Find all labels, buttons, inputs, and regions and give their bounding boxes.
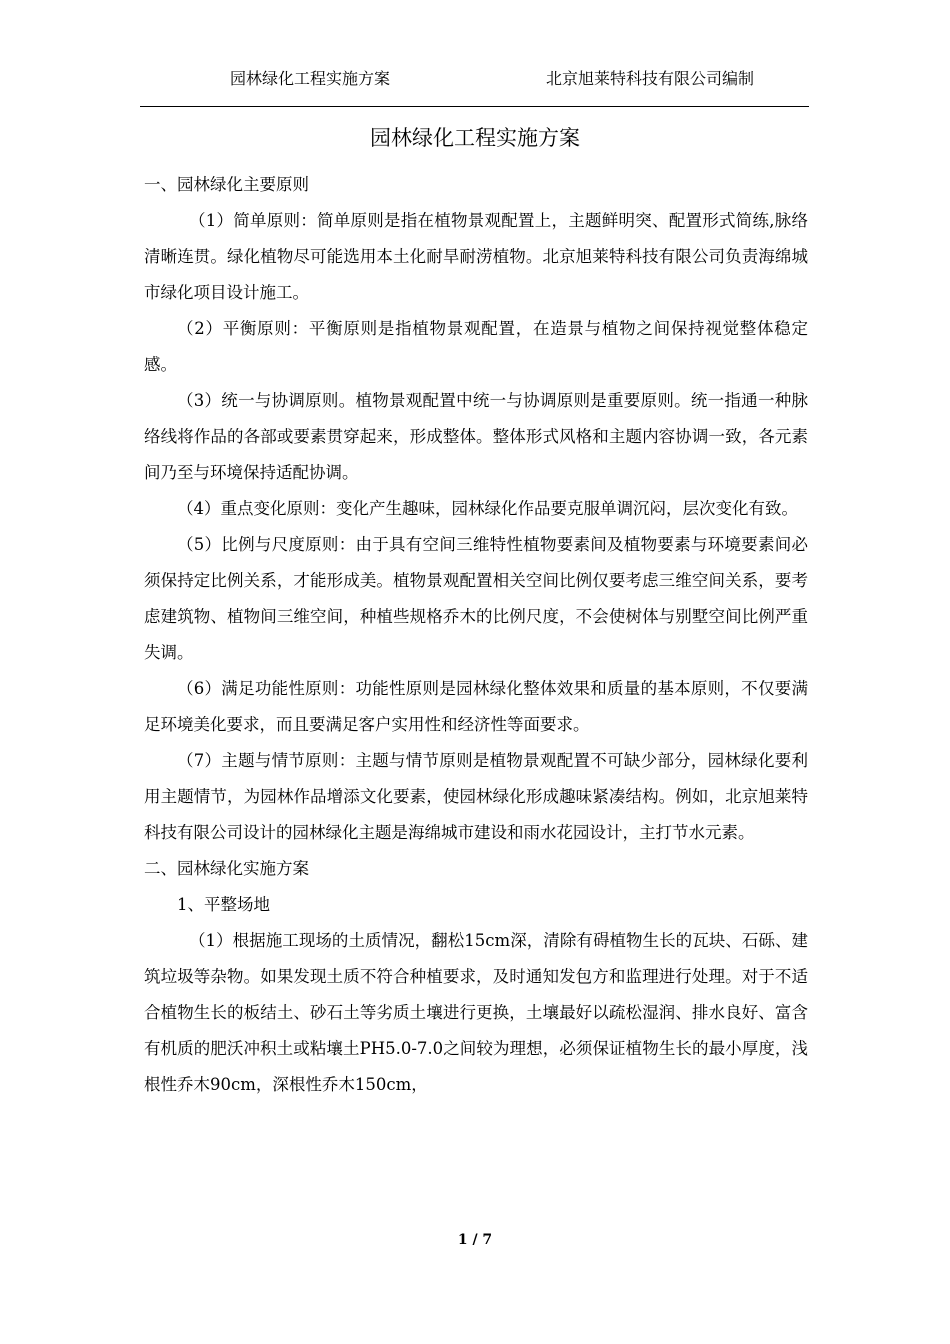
subsection-heading-1: 1、平整场地 — [177, 895, 270, 914]
header-right-company: 北京旭莱特科技有限公司编制 — [546, 69, 755, 88]
page-number: 1 / 7 — [457, 1232, 493, 1248]
header-divider — [140, 106, 809, 107]
paragraph-principle-7: （7）主题与情节原则：主题与情节原则是植物景观配置不可缺少部分，园林绿化要利用主题情节，为园林作品增添文化要素，使园林绿化形成趣味紧凑结构。例如，北京旭莱特科技有限公司设计的园林绿化主题是海绵城市建设和雨水花园设计，主打节水元素。 — [144, 751, 808, 842]
paragraph-principle-6: （6）满足功能性原则：功能性原则是园林绿化整体效果和质量的基本原则，不仅要满足环境美化要求，而且要满足客户实用性和经济性等面要求。 — [144, 679, 808, 734]
paragraph-principle-5: （5）比例与尺度原则：由于具有空间三维特性植物要素间及植物要素与环境要素间必须保持定比例关系，才能形成美。植物景观配置相关空间比例仅要考虑三维空间关系，要考虑建筑物、植物间三维空间，种植些规格乔木的比例尺度，不会使树体与别墅空间比例严重失调。 — [144, 535, 808, 662]
paragraph-site-leveling-1: （1）根据施工现场的土质情况，翻松15cm深，清除有碍植物生长的瓦块、石砾、建筑垃圾等杂物。如果发现土质不符合种植要求，及时通知发包方和监理进行处理。对于不适合植物生长的板结土、砂石土等劣质土壤进行更换，土壤最好以疏松湿润、排水良好、富含有机质的肥沃冲积土或粘壤土PH5.0-7.0之间较为理想，必须保证植物生长的最小厚度，浅根性乔木90cm，深根性乔木150cm， — [144, 931, 808, 1094]
paragraph-principle-1: （1）简单原则：简单原则是指在植物景观配置上，主题鲜明突、配置形式简练,脉络清晰连贯。绿化植物尽可能选用本土化耐旱耐涝植物。北京旭莱特科技有限公司负责海绵城市绿化项目设计施工。 — [144, 211, 808, 302]
document-title: 园林绿化工程实施方案 — [370, 126, 580, 150]
paragraph-principle-2: （2）平衡原则：平衡原则是指植物景观配置，在造景与植物之间保持视觉整体稳定感。 — [144, 319, 808, 374]
section-heading-2: 二、园林绿化实施方案 — [144, 859, 309, 878]
paragraph-principle-3: （3）统一与协调原则。植物景观配置中统一与协调原则是重要原则。统一指通一种脉络线将作品的各部或要素贯穿起来，形成整体。整体形式风格和主题内容协调一致，各元素间乃至与环境保持适配协调。 — [144, 391, 808, 482]
header-left-title: 园林绿化工程实施方案 — [230, 69, 391, 88]
paragraph-principle-4: （4）重点变化原则：变化产生趣味，园林绿化作品要克服单调沉闷，层次变化有致。 — [177, 499, 798, 518]
document-body — [144, 167, 808, 1103]
section-heading-1: 一、园林绿化主要原则 — [144, 175, 309, 194]
